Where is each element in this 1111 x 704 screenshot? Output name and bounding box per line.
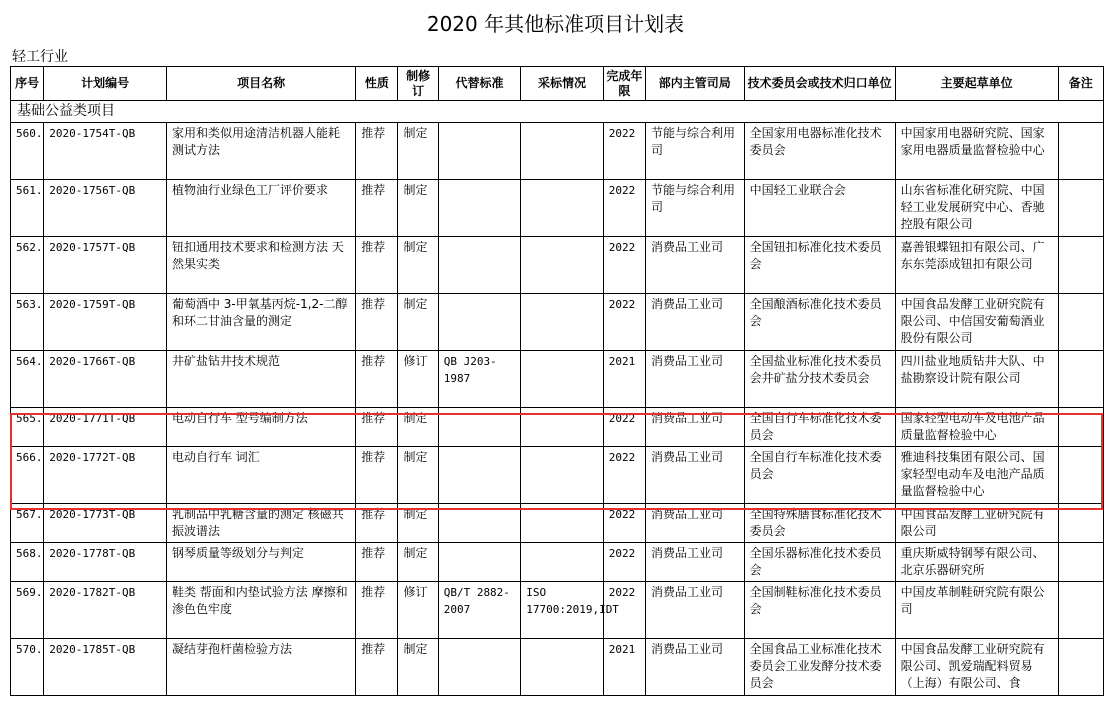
cell-plan-no: 2020-1759T-QB [44,294,167,351]
cell-committee: 全国酿酒标准化技术委员会 [744,294,895,351]
cell-drafter: 雅迪科技集团有限公司、国家轻型电动车及电池产品质量监督检验中心 [895,447,1058,504]
cell-note [1058,582,1103,639]
cell-deadline: 2021 [603,639,645,696]
cell-plan-no: 2020-1771T-QB [44,408,167,447]
cell-seq: 566. [11,447,44,504]
cell-name: 钮扣通用技术要求和检测方法 天然果实类 [166,237,355,294]
cell-drafter: 中国食品发酵工业研究院有限公司 [895,504,1058,543]
cell-nature: 推荐 [356,543,398,582]
cell-seq: 563. [11,294,44,351]
table-row [11,123,1104,180]
cell-drafter: 中国食品发酵工业研究院有限公司、凯爱瑞配料贸易（上海）有限公司、食 [895,639,1058,696]
cell-adopt [521,504,604,543]
cell-plan-no: 2020-1766T-QB [44,351,167,408]
header-committee: 技术委员会或技术归口单位 [744,67,895,101]
cell-replace: QB/T 2882-2007 [438,582,521,639]
cell-name: 井矿盐钻井技术规范 [166,351,355,408]
cell-committee: 中国轻工业联合会 [744,180,895,237]
cell-nature: 推荐 [356,447,398,504]
cell-dept: 消费品工业司 [646,447,745,504]
cell-revise: 修订 [398,582,438,639]
header-name: 项目名称 [166,67,355,101]
cell-deadline: 2021 [603,351,645,408]
cell-revise: 制定 [398,237,438,294]
cell-revise: 制定 [398,447,438,504]
header-seq: 序号 [11,67,44,101]
header-plan-no: 计划编号 [44,67,167,101]
table-row [11,639,1104,696]
cell-revise: 制定 [398,504,438,543]
cell-seq: 567. [11,504,44,543]
cell-seq: 562. [11,237,44,294]
cell-drafter: 重庆斯威特钢琴有限公司、北京乐器研究所 [895,543,1058,582]
cell-nature: 推荐 [356,123,398,180]
cell-note [1058,123,1103,180]
cell-deadline: 2022 [603,408,645,447]
plan-table [10,66,1104,696]
cell-note [1058,237,1103,294]
cell-name: 鞋类 帮面和内垫试验方法 摩擦和渗色色牢度 [166,582,355,639]
cell-replace [438,543,521,582]
cell-seq: 560. [11,123,44,180]
cell-deadline: 2022 [603,504,645,543]
table-row [11,504,1104,543]
cell-name: 钢琴质量等级划分与判定 [166,543,355,582]
cell-revise: 制定 [398,639,438,696]
cell-dept: 消费品工业司 [646,504,745,543]
cell-note [1058,294,1103,351]
cell-replace [438,237,521,294]
table-row [11,582,1104,639]
cell-plan-no: 2020-1773T-QB [44,504,167,543]
cell-deadline: 2022 [603,294,645,351]
table-row [11,237,1104,294]
cell-note [1058,180,1103,237]
cell-note [1058,408,1103,447]
cell-name: 乳制品中乳糖含量的测定 核磁共振波谱法 [166,504,355,543]
cell-dept: 消费品工业司 [646,639,745,696]
cell-seq: 565. [11,408,44,447]
cell-name: 葡萄酒中 3-甲氧基丙烷-1,2-二醇和环二甘油含量的测定 [166,294,355,351]
cell-committee: 全国乐器标准化技术委员会 [744,543,895,582]
cell-plan-no: 2020-1756T-QB [44,180,167,237]
cell-plan-no: 2020-1778T-QB [44,543,167,582]
cell-note [1058,351,1103,408]
cell-nature: 推荐 [356,180,398,237]
cell-deadline: 2022 [603,447,645,504]
cell-adopt [521,294,604,351]
table-row [11,408,1104,447]
cell-drafter: 四川盐业地质钻井大队、中盐勘察设计院有限公司 [895,351,1058,408]
cell-nature: 推荐 [356,237,398,294]
cell-deadline: 2022 [603,543,645,582]
cell-nature: 推荐 [356,351,398,408]
cell-adopt [521,408,604,447]
cell-committee: 全国家用电器标准化技术委员会 [744,123,895,180]
cell-name: 凝结芽孢杆菌检验方法 [166,639,355,696]
header-dept: 部内主管司局 [646,67,745,101]
cell-revise: 修订 [398,351,438,408]
table-row [11,294,1104,351]
header-drafter: 主要起草单位 [895,67,1058,101]
cell-adopt [521,123,604,180]
cell-plan-no: 2020-1754T-QB [44,123,167,180]
cell-dept: 消费品工业司 [646,237,745,294]
cell-seq: 564. [11,351,44,408]
cell-dept: 消费品工业司 [646,543,745,582]
table-row [11,180,1104,237]
cell-dept: 节能与综合利用司 [646,123,745,180]
cell-replace [438,639,521,696]
cell-drafter: 嘉善银蝶钮扣有限公司、广东东莞添成钮扣有限公司 [895,237,1058,294]
cell-replace [438,123,521,180]
cell-replace [438,447,521,504]
cell-committee: 全国钮扣标准化技术委员会 [744,237,895,294]
header-deadline: 完成年限 [603,67,645,101]
cell-dept: 消费品工业司 [646,408,745,447]
cell-plan-no: 2020-1782T-QB [44,582,167,639]
header-revise: 制修订 [398,67,438,101]
cell-committee: 全国自行车标准化技术委员会 [744,447,895,504]
cell-note [1058,447,1103,504]
cell-nature: 推荐 [356,582,398,639]
cell-plan-no: 2020-1772T-QB [44,447,167,504]
cell-committee: 全国食品工业标准化技术委员会工业发酵分技术委员会 [744,639,895,696]
cell-drafter: 中国家用电器研究院、国家家用电器质量监督检验中心 [895,123,1058,180]
header-replace: 代替标准 [438,67,521,101]
cell-committee: 全国制鞋标准化技术委员会 [744,582,895,639]
cell-nature: 推荐 [356,504,398,543]
cell-seq: 568. [11,543,44,582]
page-title: 2020 年其他标准项目计划表 [426,12,685,36]
cell-revise: 制定 [398,123,438,180]
cell-adopt: ISO 17700:2019,IDT [521,582,604,639]
cell-name: 电动自行车 型号编制方法 [166,408,355,447]
cell-drafter: 中国食品发酵工业研究院有限公司、中信国安葡萄酒业股份有限公司 [895,294,1058,351]
table-header-row [11,67,1104,101]
cell-note [1058,504,1103,543]
cell-revise: 制定 [398,408,438,447]
cell-replace: QB J203-1987 [438,351,521,408]
cell-name: 植物油行业绿色工厂评价要求 [166,180,355,237]
cell-adopt [521,447,604,504]
cell-committee: 全国自行车标准化技术委员会 [744,408,895,447]
cell-replace [438,294,521,351]
cell-dept: 消费品工业司 [646,294,745,351]
cell-revise: 制定 [398,543,438,582]
table-row [11,447,1104,504]
section-row [11,101,1104,123]
header-nature: 性质 [356,67,398,101]
cell-revise: 制定 [398,294,438,351]
cell-drafter: 国家轻型电动车及电池产品质量监督检验中心 [895,408,1058,447]
cell-dept: 消费品工业司 [646,351,745,408]
cell-nature: 推荐 [356,639,398,696]
header-note: 备注 [1058,67,1103,101]
cell-adopt [521,237,604,294]
cell-replace [438,408,521,447]
cell-nature: 推荐 [356,294,398,351]
table-row [11,543,1104,582]
cell-adopt [521,543,604,582]
industry-label: 轻工行业 [12,49,68,65]
cell-deadline: 2022 [603,180,645,237]
cell-dept: 消费品工业司 [646,582,745,639]
section-label: 基础公益类项目 [11,101,1104,123]
cell-note [1058,543,1103,582]
cell-committee: 全国盐业标准化技术委员会井矿盐分技术委员会 [744,351,895,408]
cell-deadline: 2022 [603,582,645,639]
cell-note [1058,639,1103,696]
cell-replace [438,504,521,543]
cell-name: 家用和类似用途清洁机器人能耗测试方法 [166,123,355,180]
cell-adopt [521,351,604,408]
cell-drafter: 中国皮革制鞋研究院有限公司 [895,582,1058,639]
cell-adopt [521,180,604,237]
table-row [11,351,1104,408]
header-adopt: 采标情况 [521,67,604,101]
cell-name: 电动自行车 词汇 [166,447,355,504]
cell-seq: 561. [11,180,44,237]
cell-committee: 全国特殊膳食标准化技术委员会 [744,504,895,543]
cell-deadline: 2022 [603,237,645,294]
cell-plan-no: 2020-1757T-QB [44,237,167,294]
cell-revise: 制定 [398,180,438,237]
cell-nature: 推荐 [356,408,398,447]
cell-seq: 569. [11,582,44,639]
cell-dept: 节能与综合利用司 [646,180,745,237]
cell-deadline: 2022 [603,123,645,180]
cell-drafter: 山东省标准化研究院、中国轻工业发展研究中心、香驰控股有限公司 [895,180,1058,237]
cell-plan-no: 2020-1785T-QB [44,639,167,696]
cell-replace [438,180,521,237]
cell-seq: 570. [11,639,44,696]
cell-adopt [521,639,604,696]
